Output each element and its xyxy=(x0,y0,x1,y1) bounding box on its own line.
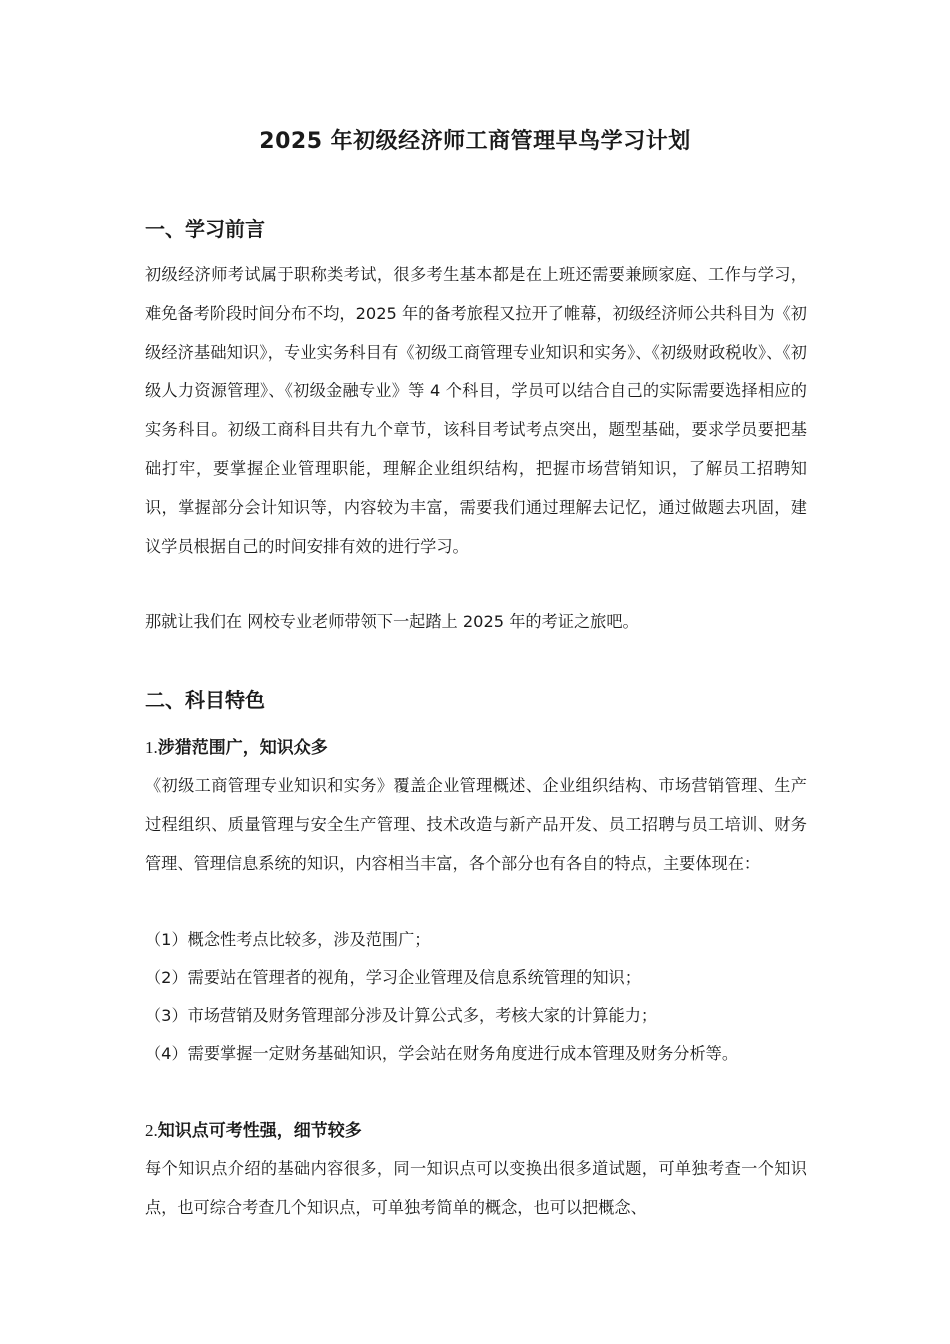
subsection-title-2: 知识点可考性强，细节较多 xyxy=(157,1121,362,1141)
subsection-number-2: 2. xyxy=(145,1121,158,1140)
subsection-number-1: 1. xyxy=(145,738,158,757)
features-paragraph-2: 每个知识点介绍的基础内容很多，同一知识点可以变换出很多道试题，可单独考查一个知识点，也可综合考查几个知识点，可单独考简单的概念，也可以把概念、 xyxy=(145,1159,807,1217)
list-item: （2）需要站在管理者的视角，学习企业管理及信息系统管理的知识； xyxy=(145,968,641,987)
list-item: （4）需要掌握一定财务基础知识，学会站在财务角度进行成本管理及财务分析等。 xyxy=(145,1044,739,1063)
list-item: （3）市场营销及财务管理部分涉及计算公式多，考核大家的计算能力； xyxy=(145,1006,658,1025)
document-title: 2025 年初级经济师工商管理早鸟学习计划 xyxy=(259,129,691,154)
preface-paragraph: 初级经济师考试属于职称类考试，很多考生基本都是在上班还需要兼顾家庭、工作与学习，难免备考阶段时间分布不均，2025 年的备考旅程又拉开了帷幕，初级经济师公共科目为《初级经济基础知识》，专业实务科目有《初级工商管理专业知识和实务》、《初级财政税收》、《初级人力资源管理》、《初级金融专业》等 4 个科目，学员可以结合自己的实际需要选择相应的实务科目。初级工商科目共有九个章节，该科目考试考点突出，题型基础，要求学员要把基础打牢，要掌握企业管理职能，理解企业组织结构，把握市场营销知识，了解员工招聘知识，掌握部分会计知识等，内容较为丰富，需要我们通过理解去记忆，通过做题去巩固，建议学员根据自己的时间安排有效的进行学习。 xyxy=(145,265,807,556)
section-heading-preface: 一、学习前言 xyxy=(145,217,265,241)
features-paragraph-1: 《初级工商管理专业知识和实务》覆盖企业管理概述、企业组织结构、市场营销管理、生产过程组织、质量管理与安全生产管理、技术改造与新产品开发、员工招聘与员工培训、财务管理、管理信息系统的知识，内容相当丰富，各个部分也有各自的特点，主要体现在： xyxy=(145,776,807,873)
subsection-heading-1 xyxy=(145,733,328,763)
subsection-heading-2 xyxy=(145,1116,362,1146)
list-item: （1）概念性考点比较多，涉及范围广； xyxy=(145,930,431,949)
preface-closing-line: 那就让我们在 网校专业老师带领下一起踏上 2025 年的考证之旅吧。 xyxy=(145,612,639,631)
subsection-title-1: 涉猎范围广，知识众多 xyxy=(157,738,328,758)
section-heading-features: 二、科目特色 xyxy=(145,688,265,712)
